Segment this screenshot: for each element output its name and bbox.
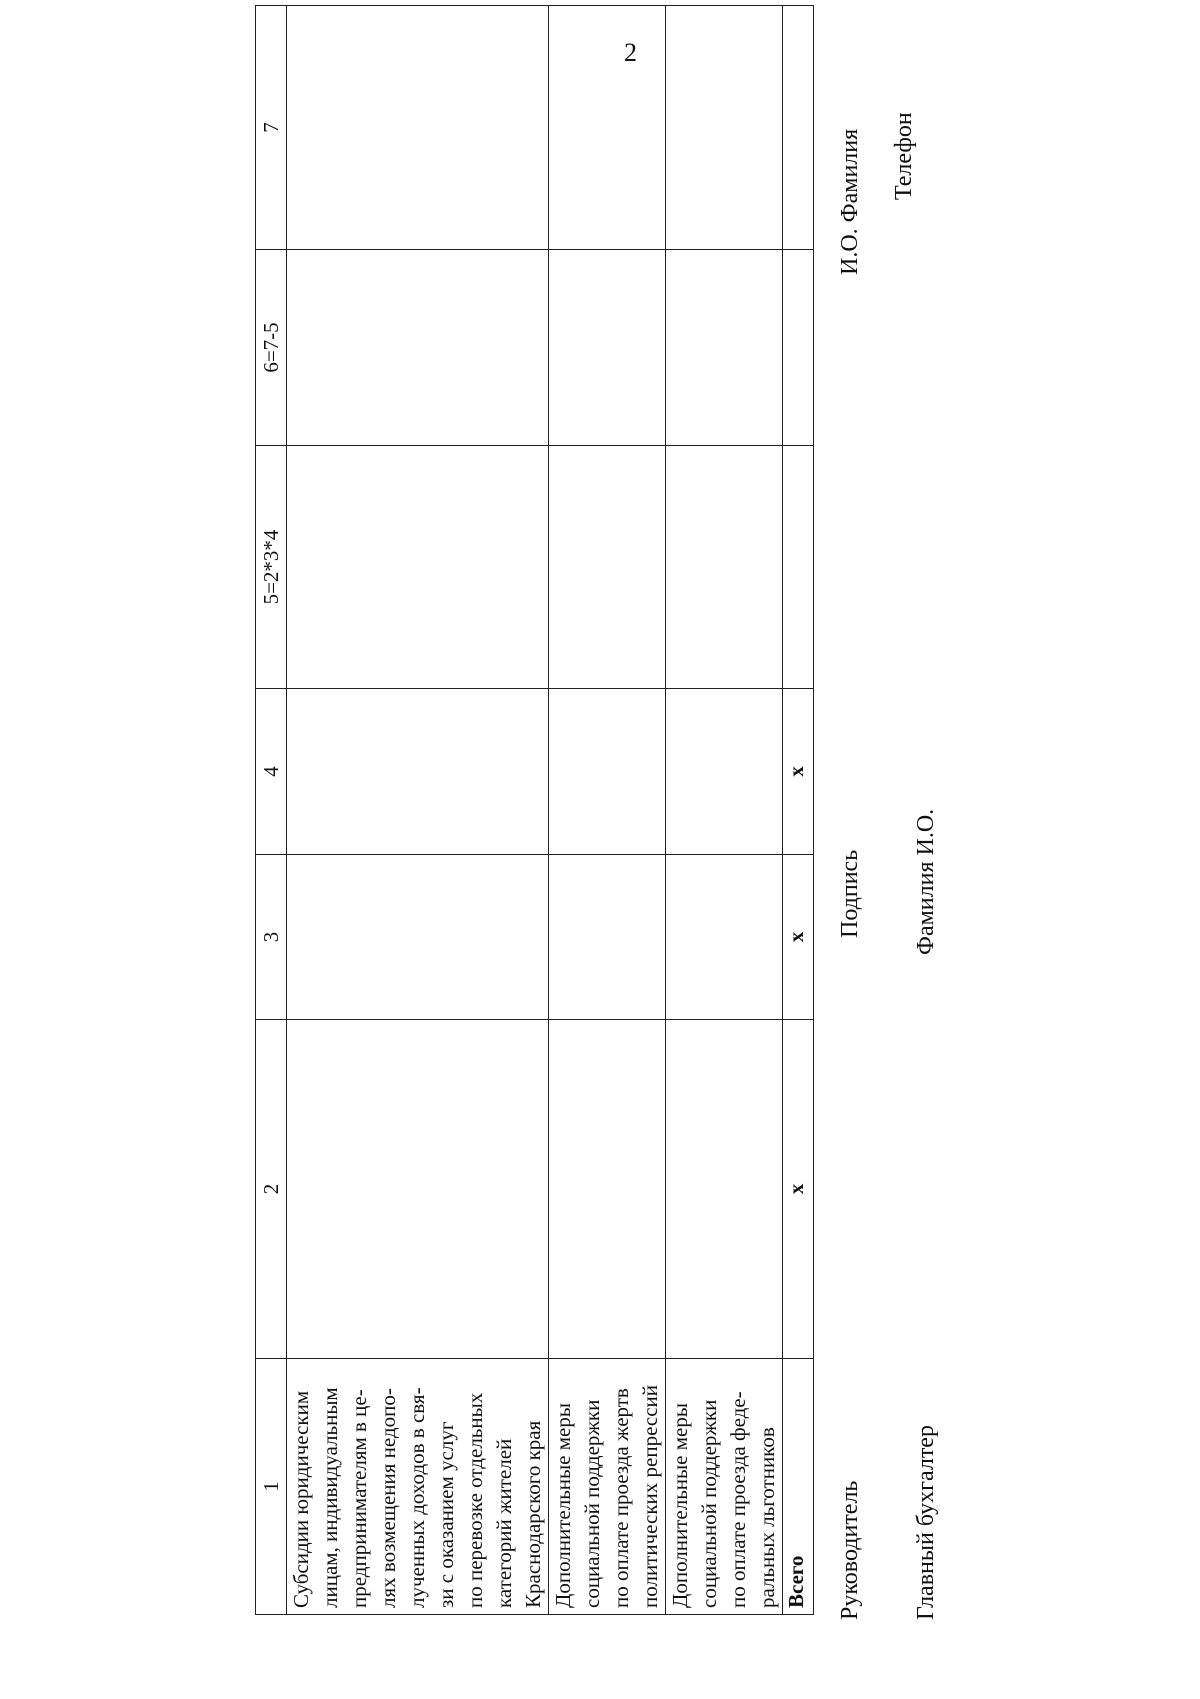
total-col2: x — [783, 1020, 814, 1359]
table-cell — [783, 250, 814, 446]
head-title: Руководитель — [837, 1480, 863, 1620]
page-number: 2 — [624, 38, 637, 67]
table-cell — [287, 689, 549, 855]
head-name: И.О. Фамилия — [837, 128, 863, 275]
table-cell — [549, 855, 666, 1020]
table-cell — [287, 446, 549, 689]
table-row — [666, 6, 783, 1615]
accountant-title: Главный бухгалтер — [913, 1425, 939, 1620]
total-row — [783, 6, 814, 1615]
column-number-2: 2 — [256, 1020, 287, 1359]
table-cell — [666, 855, 783, 1020]
table-cell — [783, 6, 814, 250]
row-label: Дополнительные меры социальной поддержки по оплате проезда феде- ральных льготников — [666, 1359, 783, 1615]
table-cell — [666, 689, 783, 855]
table-cell — [287, 855, 549, 1020]
table-cell — [287, 1020, 549, 1359]
row-label: Субсидии юридическим лицам, индивидуальным предпринимателям в це- лях возмещения недопо- лученных доходов в свя- зи с оказанием услуг по перевозке отдельных категорий жителей Краснодарского края — [287, 1359, 549, 1615]
table-cell — [666, 250, 783, 446]
table-cell — [666, 6, 783, 250]
table-cell — [549, 1020, 666, 1359]
total-col4: x — [783, 689, 814, 855]
subsidy-table — [255, 5, 814, 1615]
table-cell — [549, 689, 666, 855]
phone-label: Телефон — [891, 112, 917, 200]
column-number-6: 6=7-5 — [256, 250, 287, 446]
column-number-5: 5=2*3*4 — [256, 446, 287, 689]
column-number-3: 3 — [256, 855, 287, 1020]
table-cell — [549, 446, 666, 689]
table-cell — [549, 6, 666, 250]
landscape-content — [255, 0, 975, 1640]
total-col3: x — [783, 855, 814, 1020]
table-cell — [783, 446, 814, 689]
column-number-7: 7 — [256, 6, 287, 250]
head-signature: Подпись — [837, 849, 863, 938]
table-cell — [666, 446, 783, 689]
table-row — [287, 6, 549, 1615]
row-label: Дополнительные меры социальной поддержки по оплате проезда жертв политических репрессий — [549, 1359, 666, 1615]
table-cell — [287, 250, 549, 446]
table-cell — [666, 1020, 783, 1359]
column-number-1: 1 — [256, 1359, 287, 1615]
table-cell — [549, 250, 666, 446]
table-cell — [287, 6, 549, 250]
column-number-4: 4 — [256, 689, 287, 855]
table-row — [549, 6, 666, 1615]
total-label: Всего — [783, 1359, 814, 1615]
accountant-name: Фамилия И.О. — [913, 808, 939, 955]
table-header-row — [256, 6, 287, 1615]
